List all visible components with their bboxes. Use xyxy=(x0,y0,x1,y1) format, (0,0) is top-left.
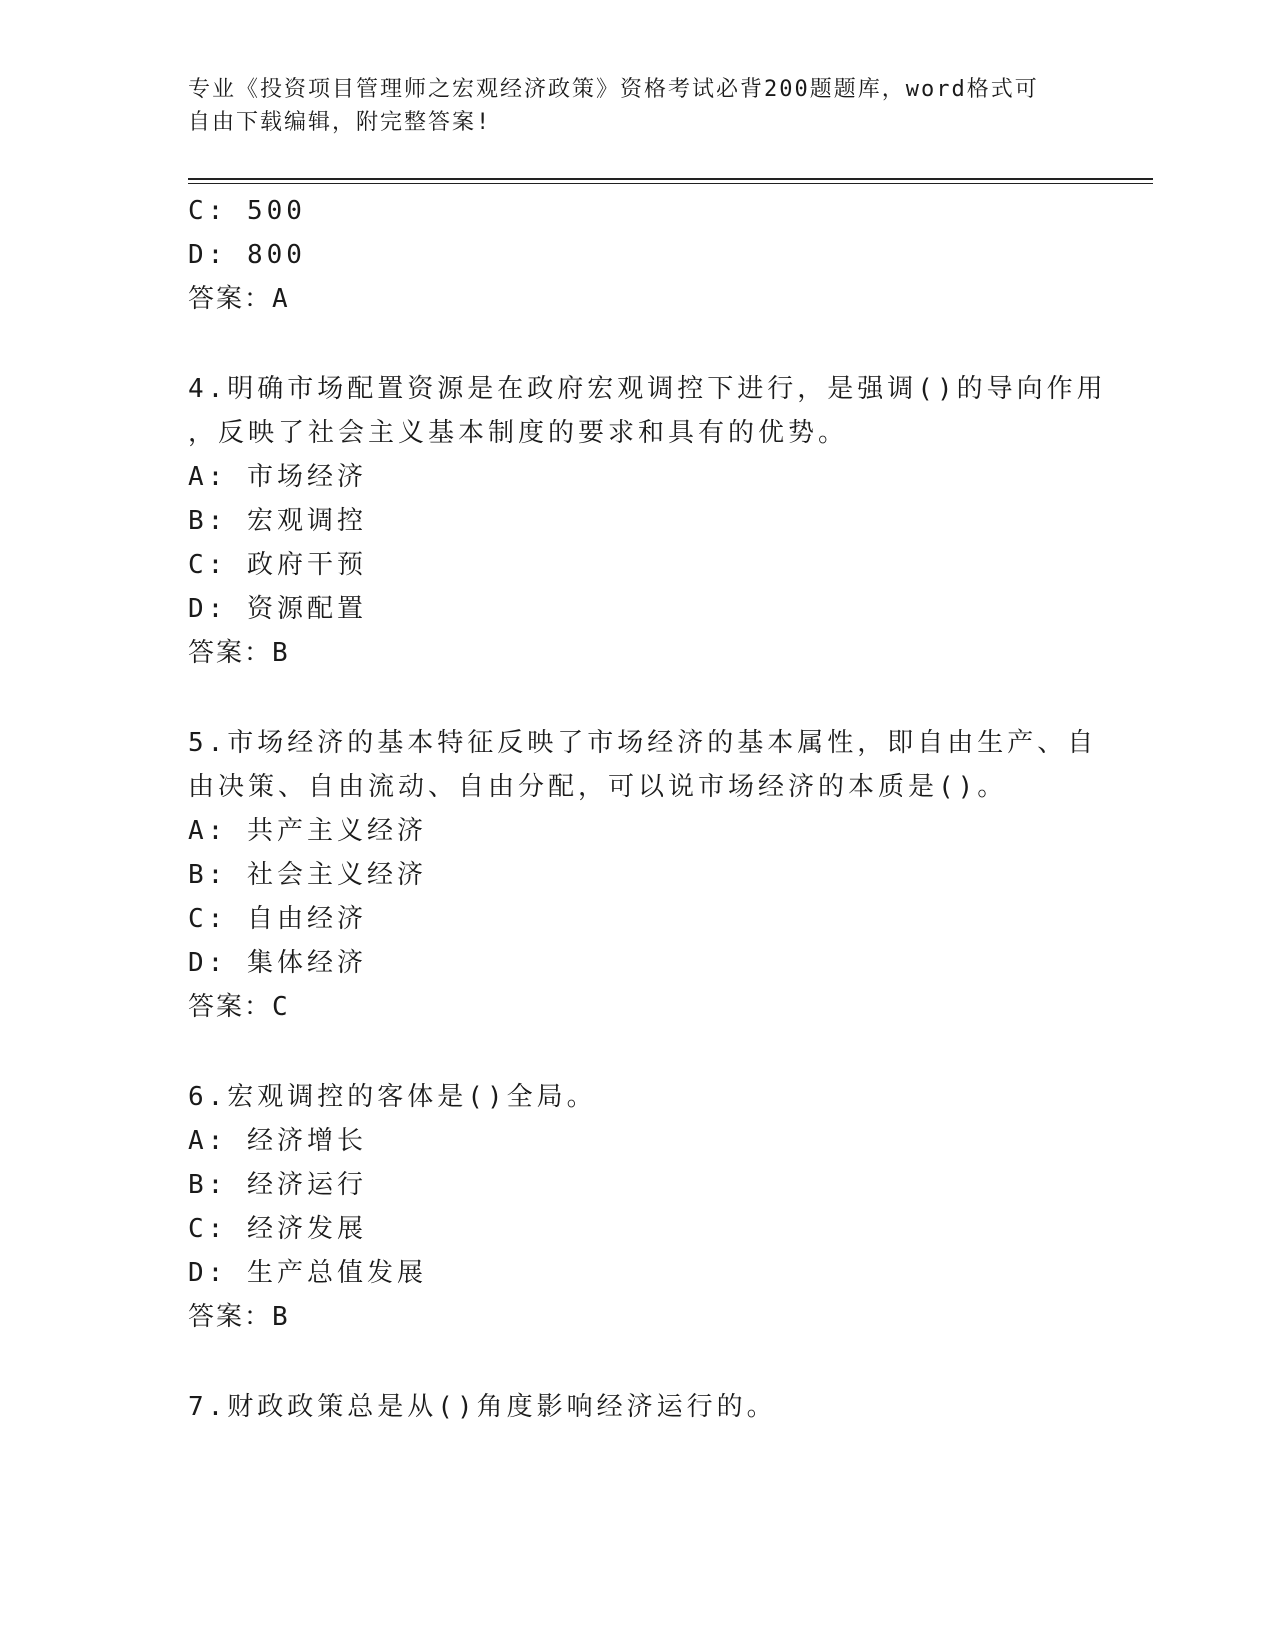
q6-option-d: D: 生产总值发展 xyxy=(188,1258,427,1288)
q5-answer: 答案：C xyxy=(188,992,290,1022)
header-title-line-1: 专业《投资项目管理师之宏观经济政策》资格考试必背200题题库，word格式可 xyxy=(188,77,1039,102)
q5-option-d: D: 集体经济 xyxy=(188,948,367,978)
q3-option-d: D: 800 xyxy=(188,240,306,270)
q6-answer: 答案：B xyxy=(188,1302,290,1332)
q4-option-b: B: 宏观调控 xyxy=(188,506,367,536)
header-divider-thick xyxy=(188,178,1153,180)
q4-stem-line-2: ，反映了社会主义基本制度的要求和具有的优势。 xyxy=(188,418,849,448)
q4-option-a: A: 市场经济 xyxy=(188,462,367,492)
q6-option-b: B: 经济运行 xyxy=(188,1170,367,1200)
q6-option-a: A: 经济增长 xyxy=(188,1126,367,1156)
q4-stem-line-1: 4.明确市场配置资源是在政府宏观调控下进行，是强调()的导向作用 xyxy=(188,374,1107,404)
q6-option-c: C: 经济发展 xyxy=(188,1214,367,1244)
q6-stem-line-1: 6.宏观调控的客体是()全局。 xyxy=(188,1082,597,1112)
q4-option-c: C: 政府干预 xyxy=(188,550,367,580)
q3-answer: 答案：A xyxy=(188,284,290,314)
q5-stem-line-1: 5.市场经济的基本特征反映了市场经济的基本属性，即自由生产、自 xyxy=(188,728,1098,758)
q4-option-d: D: 资源配置 xyxy=(188,594,367,624)
header-divider-thin xyxy=(188,183,1153,184)
q5-option-a: A: 共产主义经济 xyxy=(188,816,427,846)
document-header xyxy=(188,73,1088,139)
q5-option-c: C: 自由经济 xyxy=(188,904,367,934)
q3-option-c: C: 500 xyxy=(188,196,306,226)
q5-stem-line-2: 由决策、自由流动、自由分配，可以说市场经济的本质是()。 xyxy=(188,772,1008,802)
header-title-line-2: 自由下载编辑，附完整答案! xyxy=(188,110,492,135)
q5-option-b: B: 社会主义经济 xyxy=(188,860,427,890)
q4-answer: 答案：B xyxy=(188,638,290,668)
q7-stem-line-1: 7.财政政策总是从()角度影响经济运行的。 xyxy=(188,1392,777,1422)
